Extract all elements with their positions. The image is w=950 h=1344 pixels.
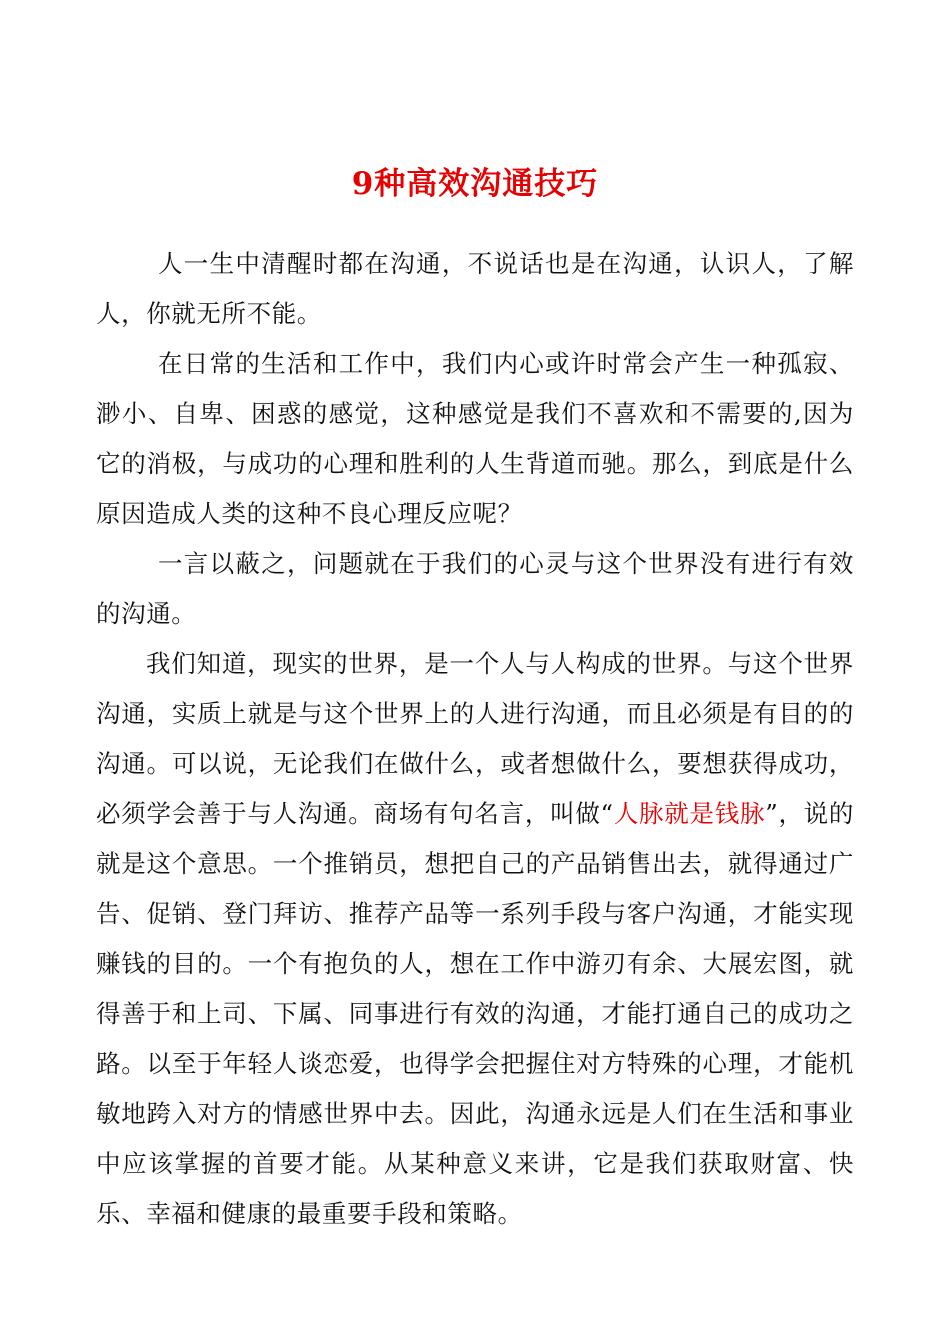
paragraph-4-text-after: ”，说的就是这个意思。一个推销员，想把自己的产品销售出去，就得通过广告、促销、登门拜访、推荐产品等一系列手段与客户沟通，才能实现赚钱的目的。一个有抱负的人，想在工作中游刃有余、大展宏图，就得善于和上司、下属、同事进行有效的沟通，才能打通自己的成功之路。以至于年轻人谈恋爱，也得学会把握住对方特殊的心理，才能机敏地跨入对方的情感世界中去。因此，沟通永远是人们在生活和事业中应该掌握的首要才能。从某种意义来讲，它是我们获取财富、快乐、幸福和健康的最重要手段和策略。	[96, 799, 854, 1228]
paragraph-4	[96, 639, 854, 1239]
highlighted-quote: 人脉就是钱脉	[613, 799, 766, 828]
document-title: 9种高效沟通技巧	[351, 165, 599, 202]
paragraph-4-text-before: 我们知道，现实的世界，是一个人与人构成的世界。与这个世界沟通，实质上就是与这个世界上的人进行沟通，而且必须是有目的的沟通。可以说，无论我们在做什么，或者想做什么，要想获得成功，必须学会善于与人沟通。商场有句名言，叫做“	[96, 649, 854, 828]
document-body	[96, 239, 854, 1239]
paragraph-3: 一言以蔽之，问题就在于我们的心灵与这个世界没有进行有效的沟通。	[96, 549, 854, 628]
paragraph-1: 人一生中清醒时都在沟通，不说话也是在沟通，认识人，了解人，你就无所不能。	[96, 249, 854, 328]
paragraph-2: 在日常的生活和工作中，我们内心或许时常会产生一种孤寂、渺小、自卑、困惑的感觉，这种感觉是我们不喜欢和不需要的,因为它的消极，与成功的心理和胜利的人生背道而驰。那么，到底是什么原因造成人类的这种不良心理反应呢？	[96, 349, 854, 528]
